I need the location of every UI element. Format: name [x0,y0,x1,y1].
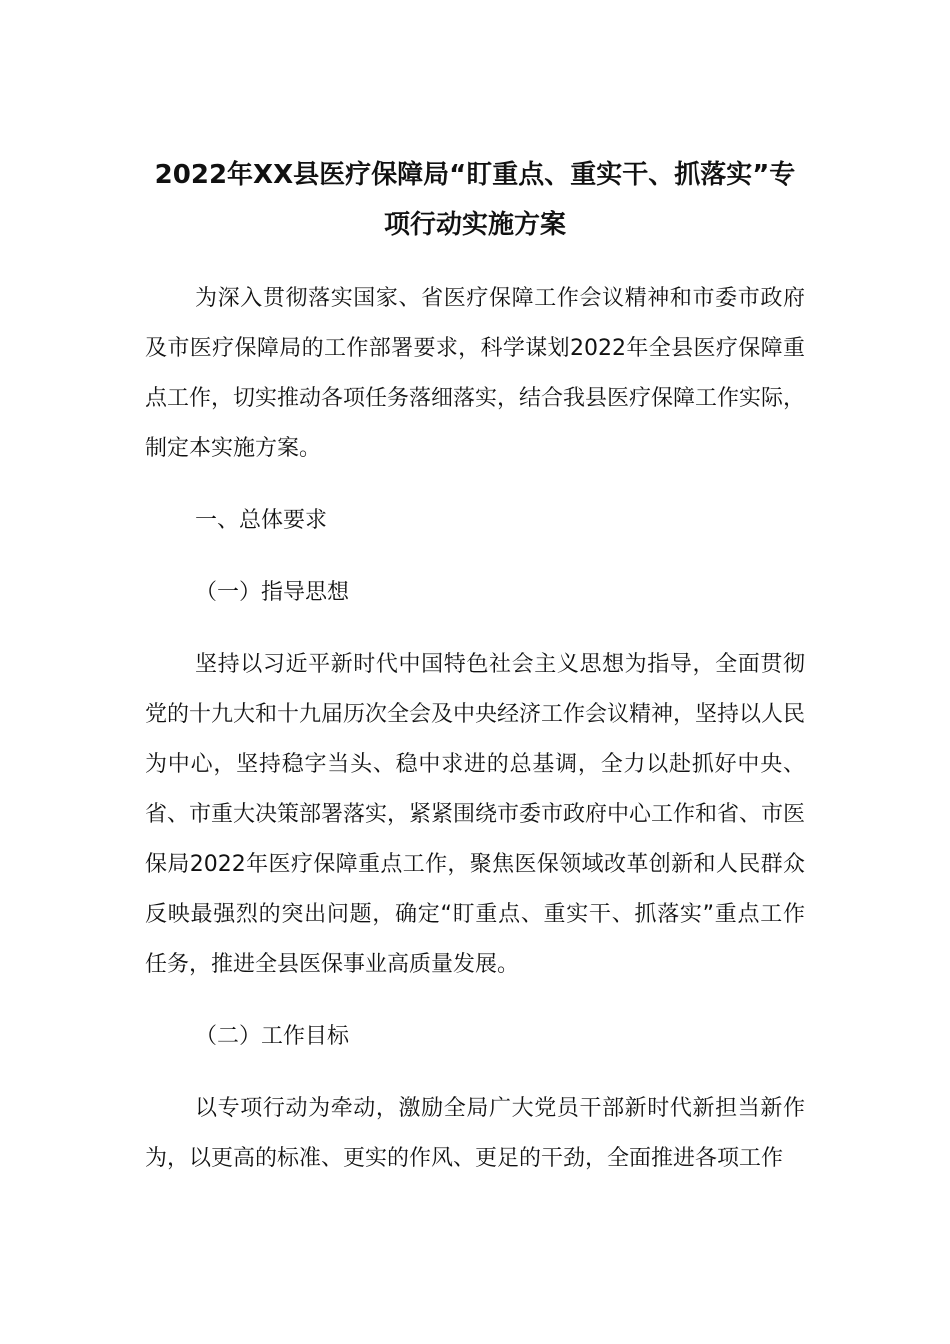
title-line-1: 2022年XX县医疗保障局“盯重点、重实干、抓落实”专 [154,160,796,190]
intro-paragraph: 为深入贯彻落实国家、省医疗保障工作会议精神和市委市政府及市医疗保障局的工作部署要求，科学谋划2022年全县医疗保障重点工作，切实推动各项任务落细落实，结合我县医疗保障工作实际，制定本实施方案。 [145,286,806,461]
document-title [145,150,805,250]
subsection-heading-guiding-ideology: （一）指导思想 [195,580,350,605]
work-goals-paragraph: 以专项行动为牵动，激励全局广大党员干部新时代新担当新作为，以更高的标准、更实的作风、更足的干劲，全面推进各项工作 [145,1096,805,1171]
section-heading-general-requirements: 一、总体要求 [195,508,328,533]
document-content [145,150,805,1184]
subsection-heading-work-goals: （二）工作目标 [195,1024,350,1049]
guiding-ideology-paragraph: 坚持以习近平新时代中国特色社会主义思想为指导，全面贯彻党的十九大和十九届历次全会及中央经济工作会议精神，坚持以人民为中心，坚持稳字当头、稳中求进的总基调，全力以赴抓好中央、省、市重大决策部署落实，紧紧围绕市委市政府中心工作和省、市医保局2022年医疗保障重点工作，聚焦医保领域改革创新和人民群众反映最强烈的突出问题，确定“盯重点、重实干、抓落实”重点工作任务，推进全县医保事业高质量发展。 [145,652,806,977]
title-line-2: 项行动实施方案 [383,210,566,240]
